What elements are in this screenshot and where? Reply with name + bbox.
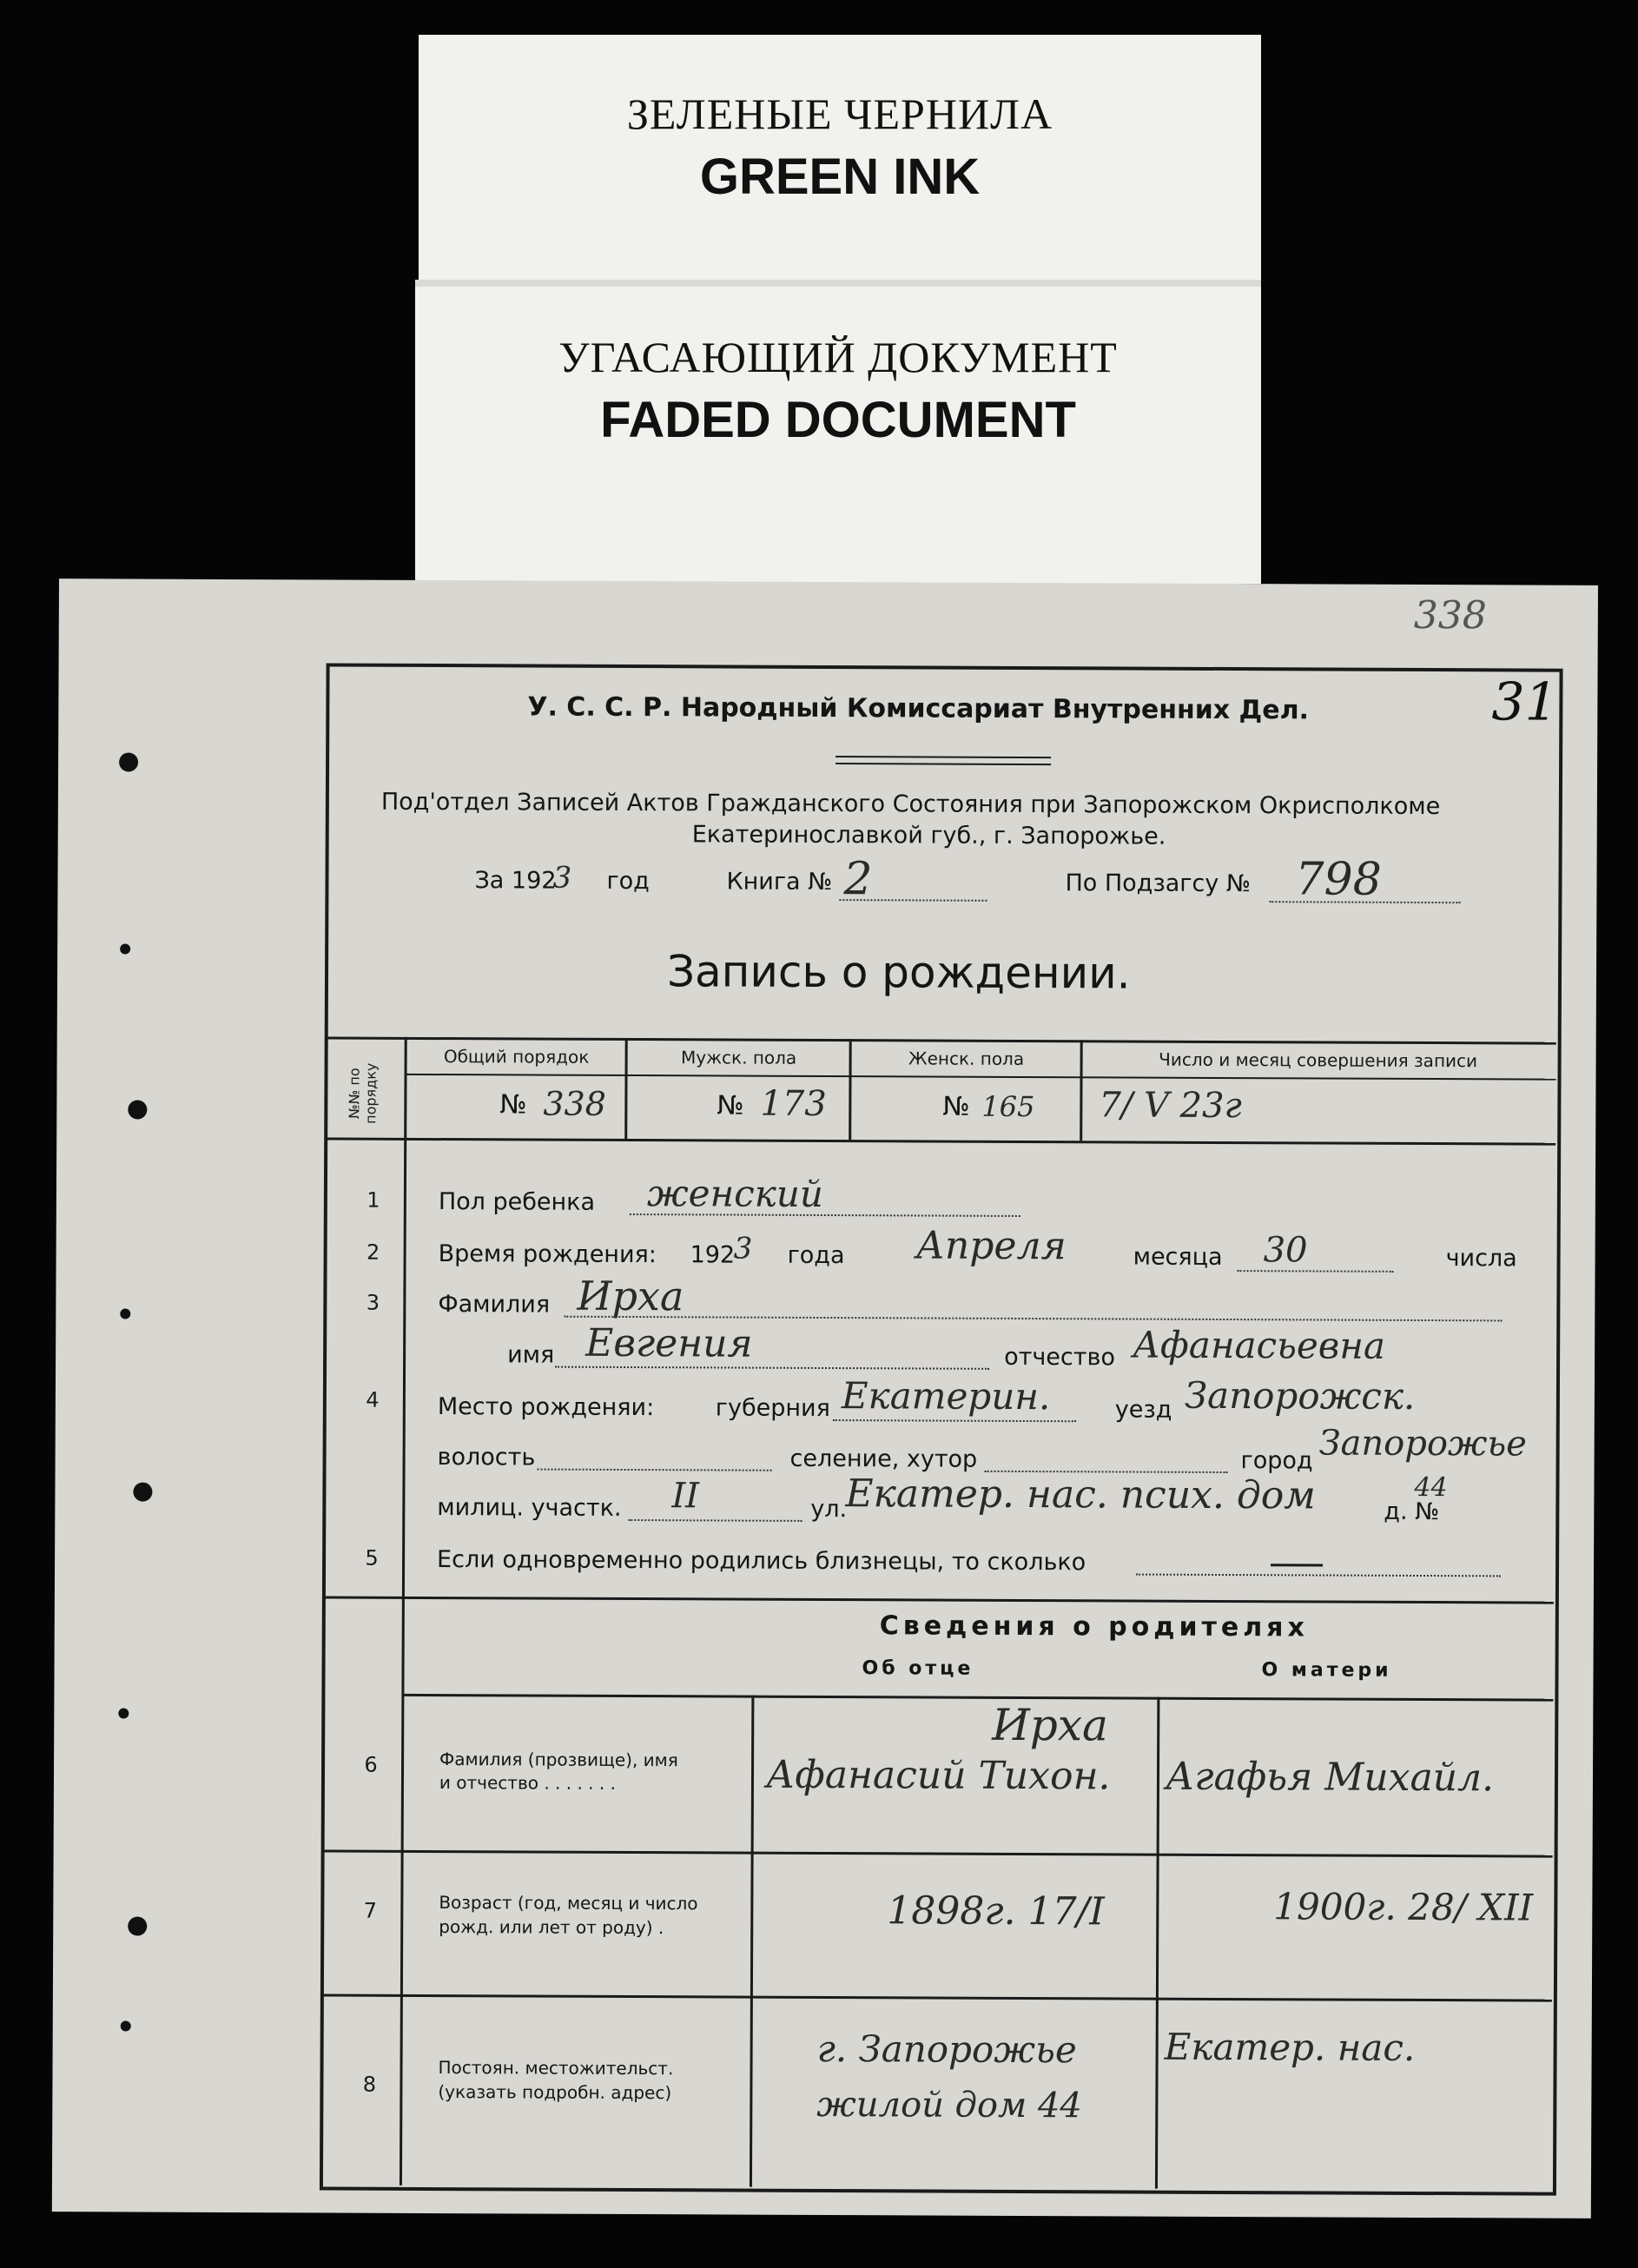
parent-surname-hand: Ирха [992,1699,1109,1751]
police-label: милиц. участк. [437,1494,622,1522]
father-address-hand-1: г. Запорожье [816,2027,1077,2072]
male-no: № [717,1090,744,1121]
police-hand: II [671,1476,700,1517]
male-hand: 173 [760,1083,827,1124]
row-number-5: 5 [365,1545,379,1570]
subdept-line-1: Под'отдел Записей Актов Гражданского Состояния при Запорожском Окрисполкоме [380,788,1441,821]
binding-hole-3 [128,1100,147,1119]
form-title: Запись о рождении. [666,946,1131,999]
father-age-hand: 1898г. 17/I [887,1888,1105,1934]
house-label: д. № [1384,1498,1440,1526]
year-label: За 192 [474,867,557,895]
province-hand: Екатерин. [841,1374,1051,1418]
sex-hand: женский [646,1172,824,1215]
book-label: Книга № [726,868,833,896]
mother-name-hand: Агафья Михайл. [1165,1754,1495,1801]
district-label: уезд [1114,1396,1172,1424]
province-label: губерния [715,1394,830,1423]
name-label: имя [507,1341,555,1369]
mother-col-header: О матери [1261,1659,1392,1682]
archive-number: 338 [1413,592,1487,638]
father-name-hand: Афанасий Тихон. [765,1752,1111,1799]
binding-hole-2 [120,943,130,954]
twins-hand-dash [1271,1564,1323,1566]
col-divider-3 [849,1039,852,1140]
house-hand: 44 [1414,1471,1448,1504]
street-hand: Екатер. нас. псих. дом [845,1471,1316,1518]
sheet-number: 31 [1491,671,1558,733]
row-number-2: 2 [366,1240,380,1265]
age-label-1: Возраст (год, месяц и число [439,1892,698,1914]
col-divider-2 [624,1038,628,1139]
parent-name-label-1: Фамилия (прозвище), имя [439,1749,678,1771]
name-hand: Евгения [585,1320,753,1366]
col-divider-4 [1080,1040,1083,1141]
binding-hole-5 [133,1483,152,1502]
father-address-hand-2: жилой дом 44 [816,2084,1082,2126]
patronymic-hand: Афанасьевна [1133,1323,1386,1367]
row-number-1: 1 [367,1187,380,1213]
green-ink-ru: ЗЕЛЕНЫЕ ЧЕРНИЛА [626,89,1053,138]
parent-name-label-2: и отчество . . . . . . . [439,1772,617,1794]
col-num-header: №№ по порядку [346,1062,380,1124]
green-ink-label-card [419,35,1261,295]
subdept-line-2: Екатеринославкой губ., г. Запорожье. [691,821,1166,850]
faded-en: FADED DOCUMENT [600,392,1076,448]
subzags-label: По Подзагсу № [1065,870,1252,898]
year-suffix: год [606,867,650,896]
birth-record-form [52,579,1598,2218]
binding-hole-1 [119,752,138,771]
general-order-hand: 338 [543,1084,607,1123]
birth-year-suffix: года [787,1241,845,1270]
place-label: Место рожденяи: [437,1393,655,1422]
district-hand: Запорожск. [1184,1373,1416,1418]
mother-age-hand: 1900г. 28/ XII [1273,1885,1534,1929]
general-order-no: № [499,1089,527,1121]
city-label: город [1240,1447,1313,1475]
ministry-header: У. С. С. Р. Народный Комиссариат Внутренних Дел. [527,691,1310,726]
surname-hand: Ирха [577,1272,684,1320]
row-number-6: 6 [364,1752,378,1777]
birth-day-hand: 30 [1263,1230,1308,1271]
address-label-2: (указать подробн. адрес) [438,2081,672,2104]
binding-hole-6 [118,1708,129,1718]
address-label-1: Постоян. местожительст. [438,2057,674,2080]
record-date-header: Число и месяц совершения записи [1159,1048,1478,1072]
parents-title: Сведения о родителях [879,1610,1309,1643]
row-number-7: 7 [363,1898,378,1923]
card-edge [415,280,1261,287]
row-number-4: 4 [366,1387,380,1412]
city-hand: Запорожье [1318,1423,1527,1465]
birth-month-label: месяца [1133,1243,1223,1271]
female-header: Женск. пола [908,1048,1025,1069]
birth-year-hand: 3 [733,1231,753,1266]
birth-day-label: числа [1445,1245,1517,1273]
street-label: ул. [810,1495,848,1524]
patronymic-label: отчество [1004,1343,1116,1372]
male-header: Мужск. пола [680,1047,797,1068]
birth-year-prefix: 192 [690,1241,736,1269]
record-date-hand: 7/ V 23г [1099,1085,1242,1127]
village-label: селение, хутор [789,1445,978,1473]
mother-address-hand: Екатер. нас. [1164,2025,1416,2069]
row-number-8: 8 [362,2072,377,2097]
age-label-2: рожд. или лет от роду) . [439,1916,664,1939]
subzags-hand: 798 [1295,853,1382,906]
twins-label: Если одновременно родились близнецы, то сколько [437,1546,1086,1577]
binding-hole-7 [128,1916,147,1935]
sex-label: Пол ребенка [438,1188,596,1216]
birth-month-hand: Апреля [915,1223,1067,1269]
surname-label: Фамилия [438,1291,551,1319]
volost-label: волость [437,1444,536,1471]
year-hand: 3 [552,860,572,896]
green-ink-en: GREEN INK [699,149,981,205]
row-number-3: 3 [366,1290,380,1315]
binding-hole-8 [121,2020,131,2031]
father-col-header: Об отце [862,1657,974,1680]
general-order-header: Общий порядок [443,1046,590,1068]
female-hand: 165 [981,1089,1035,1124]
binding-hole-4 [120,1308,130,1319]
faded-document-label-card [415,280,1261,584]
faded-ru: УГАСАЮЩИЙ ДОКУМЕНТ [558,333,1118,381]
book-hand: 2 [843,853,873,906]
birth-label: Время рождения: [438,1240,657,1269]
female-no: № [942,1091,970,1122]
